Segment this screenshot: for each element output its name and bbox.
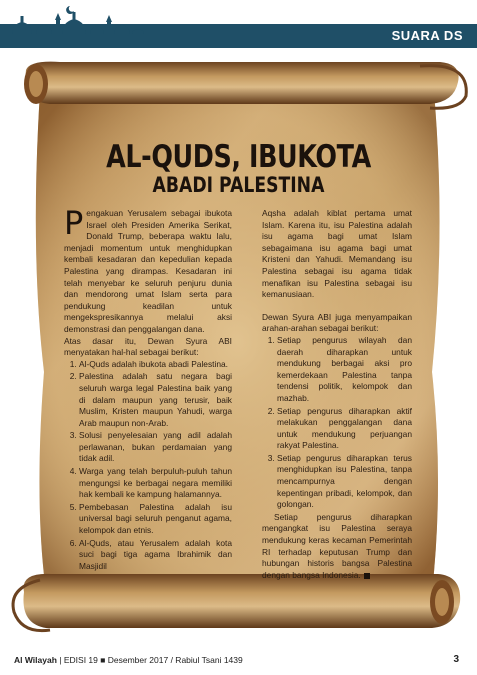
page-number: 3 [453,654,459,665]
closing-paragraph [262,512,412,582]
point-6-continuation: Aqsha adalah kiblat pertama umat Islam. Karena itu, isu Palestina adalah isu agama bagi umat Islam sebagaimana isu agama bagi umat Kristeni dan Yahudi. Memandang isu Palestina sebagai isu agama tidak menafikan isu Palestina sebagai isu kemanusiaan. [262,208,412,300]
recommendation-item: 3. Setiap pengurus diharapkan terus menghidupkan isu Palestina, tanpa mencampurnya dengan kepentingan pribadi, kelompok, dan golongan. [277,453,412,511]
section-label: SUARA DS [391,28,463,43]
end-mark-icon [364,573,370,579]
point-item: 2. Palestina adalah satu negara bagi seluruh warga legal Palestina baik yang di dalam maupun yang terusir, baik Muslim, Kristen maupun Yahudi, warga Arab maupun non-Arab. [79,371,232,429]
mosque-skyline-icon [0,0,150,48]
points-list [64,359,232,573]
dropcap: P [64,204,84,242]
recommendation-item: 1. Setiap pengurus wilayah dan daerah diharapkan untuk mendukung berbagai aksi pro kemerdekaan Palestina tanpa tendensi politik, kelompok dan mazhab. [277,335,412,405]
recommend-intro: Dewan Syura ABI juga menyampaikan arahan-arahan sebagai berikut: [262,311,412,334]
point-item: 3. Solusi penyelesaian yang adil adalah perlawanan, bukan perdamaian yang tidak adil. [79,430,232,465]
point-item: 4. Warga yang telah berpuluh-puluh tahun mengungsi ke berbagai negara memiliki hak kembali ke kampung halamannya. [79,466,232,501]
title-line-2: ABADI PALESTINA [152,173,325,197]
article-title [0,140,477,196]
point-item: 5. Pembebasan Palestina adalah isu universal bagi seluruh penganut agama, kelompok dan etnis. [79,502,232,537]
intro-text: engakuan Yerusalem sebagai ibukota Israel oleh Presiden Amerika Serikat, Donald Trump, beberapa waktu lalu, menjadi momentum untuk menghidupkan kembali kesadaran dan kepedulian kepada Palestina yang dirampas. Kesadaran ini telah menyebar ke seluruh penjuru dunia dan mendorong umat Islam serta para pendukung keadilan untuk mengekspresikannya melalui aksi demonstrasi dan penggalangan dana. [64,208,232,334]
recommendations-list [262,335,412,511]
point-item: 1. Al-Quds adalah ibukota abadi Palestina. [79,359,232,371]
magazine-name: Al Wilayah [14,655,57,665]
page-footer [0,650,477,675]
recommendation-item: 2. Setiap pengurus diharapkan aktif melakukan penggalangan dana untuk mendukung perjuangan rakyat Palestina. [277,406,412,452]
footer-issue [14,655,243,665]
article-column-left [64,204,232,573]
article-column-right [262,208,412,581]
point-item: 6. Al-Quds, atau Yerusalem adalah kota suci bagi tiga agama Ibrahimik dan Masjidil [79,538,232,573]
title-line-1: AL-QUDS, IBUKOTA [106,139,371,175]
intro-paragraph [64,204,232,336]
issue-info: | EDISI 19 ■ Desember 2017 / Rabiul Tsani 1439 [59,655,243,665]
page-header [0,0,477,48]
basis-paragraph: Atas dasar itu, Dewan Syura ABI menyatakan hal-hal sebagai berikut: [64,335,232,358]
closing-text: Setiap pengurus diharapkan mengangkat isu Palestina seraya mendukung keras kecaman Pemerintah RI terhadap keputusan Trump dan hubungan historis bangsa Palestina dengan bangsa Indonesia. [262,511,412,580]
